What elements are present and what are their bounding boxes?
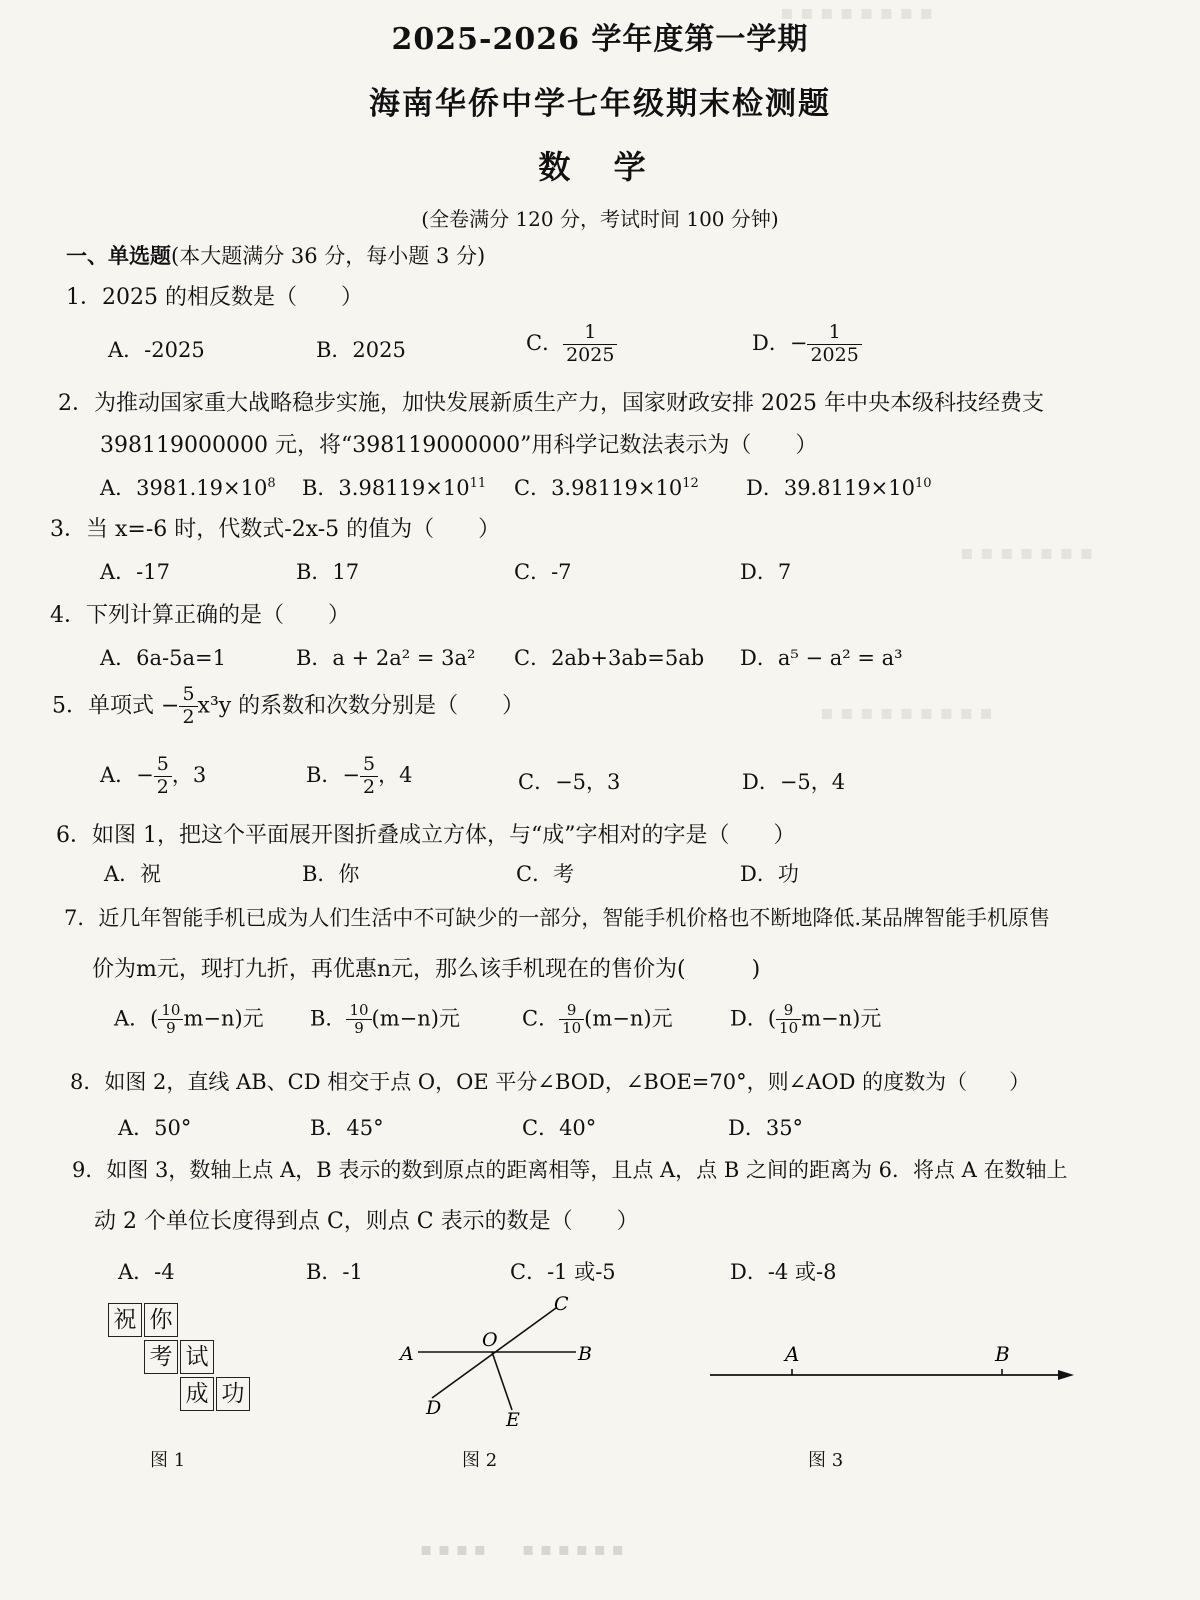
fraction-numerator: 5 [179,684,197,707]
q1-option-c-label: C． [526,330,564,355]
q7-option-c-prefix: C． [522,1006,560,1031]
point-label-c: C [554,1293,569,1315]
q7-stem-line2: 价为m元，现打九折，再优惠n元，那么该手机现在的售价为( ) [92,957,761,982]
figure2-intersecting-lines [390,1290,620,1435]
q2-option-c [514,472,699,502]
q4-option-d: D．a⁵ − a² = a³ [740,646,903,670]
fraction-denominator: 2 [182,705,195,728]
exam-term-title: 2025-2026 学年度第一学期 [391,22,809,57]
q7-option-a-suffix: m−n)元 [183,1006,264,1031]
q5-option-a-fraction [154,754,172,799]
q5-option-a [100,754,206,799]
q9-option-d: D．-4 或-8 [730,1260,837,1284]
net-cell: 你 [144,1303,178,1337]
net-cell: 考 [144,1340,178,1374]
q6-option-a: A．祝 [104,862,162,886]
bleed-through-text: ▪ ▪ ▪ ▪ ▪ ▪ ▪ [960,540,1094,564]
q2-option-a [100,472,276,502]
fraction-numerator: 9 [559,1002,584,1020]
q1-option-d [752,322,862,367]
bleed-through-text: ▪ ▪ ▪ ▪ ▪ ▪ ▪ ▪ ▪ [820,700,993,724]
q7-option-a-prefix: A．( [114,1006,159,1031]
q5-stem-fraction [179,684,197,729]
q5-option-b-fraction [360,754,378,799]
fraction-numerator: 5 [154,754,172,777]
q7-stem-line1: 7．近几年智能手机已成为人们生活中不可缺少的一部分，智能手机价格也不断地降低.某品牌智能手机原售 [64,906,1051,930]
ray-oe [492,1352,512,1410]
figure3-number-line [700,1335,1090,1395]
q7-option-b [310,1002,460,1038]
fraction-denominator: 2025 [810,343,859,366]
q1-option-d-label: D．− [752,330,808,355]
q7-option-b-prefix: B． [310,1006,347,1031]
fraction-denominator: 2025 [566,343,615,366]
point-label-a: A [400,1343,414,1365]
fraction-numerator: 1 [563,322,617,345]
q3-option-b: B．17 [296,560,360,584]
q7-option-d-fraction [776,1002,801,1038]
q7-option-d-suffix: m−n)元 [801,1006,882,1031]
figure1-cube-net [108,1303,268,1418]
q4-option-c: C．2ab+3ab=5ab [514,646,705,670]
net-cell: 试 [180,1340,214,1374]
q1-stem: 1．2025 的相反数是（ ） [66,285,363,310]
exam-school-title: 海南华侨中学七年级期末检测题 [369,86,831,122]
fraction-denominator: 9 [354,1019,364,1038]
q9-stem-line1: 9．如图 3，数轴上点 A，B 表示的数到原点的距离相等，且点 A，点 B 之间的距离为 6．将点 A 在数轴上 [72,1158,1068,1182]
q2-option-b-exponent: 11 [469,476,487,491]
q7-option-d-prefix: D．( [730,1006,777,1031]
q1-option-a: A．-2025 [108,338,205,362]
q9-stem-line2: 动 2 个单位长度得到点 C，则点 C 表示的数是（ ） [94,1209,639,1234]
q9-option-c: C．-1 或-5 [510,1260,616,1284]
q7-option-c-fraction [559,1002,584,1038]
fraction-numerator: 10 [158,1002,183,1020]
figure2-caption: 图 2 [462,1450,498,1471]
q2-option-a-exponent: 8 [267,476,276,491]
q2-option-d-base: D．39.8119×10 [746,476,915,500]
q8-stem: 8．如图 2，直线 AB、CD 相交于点 O，OE 平分∠BOD，∠BOE=70°，则∠AOD 的度数为（ ） [70,1070,1031,1094]
q5-option-a-prefix: A．− [100,762,154,787]
q7-option-a [114,1002,264,1038]
fraction-denominator: 2 [156,775,169,798]
bleed-through-footer: ▪ ▪ ▪ ▪ ▪ ▪ ▪ ▪ ▪ ▪ [420,1539,624,1560]
point-label-d: D [426,1397,442,1419]
fraction-denominator: 9 [166,1019,176,1038]
arrow-right-icon [1058,1370,1074,1380]
q3-option-d: D．7 [740,560,792,584]
q7-option-c-suffix: (m−n)元 [584,1006,673,1031]
q1-option-c [526,322,617,367]
q7-option-c [522,1002,673,1038]
q5-option-a-suffix: ，3 [171,762,207,787]
q6-option-c: C．考 [516,862,575,886]
q8-option-d: D．35° [728,1116,804,1140]
q6-option-d: D．功 [740,862,799,886]
q5-option-d: D．−5，4 [742,770,846,794]
q7-option-b-fraction [346,1002,371,1038]
q2-stem-line2: 398119000000 元，将“398119000000”用科学记数法表示为（ ） [100,433,818,458]
q2-option-a-base: A．3981.19×10 [100,476,268,500]
q4-option-a: A．6a-5a=1 [100,646,226,670]
q6-option-b: B．你 [302,862,360,886]
fraction-numerator: 10 [346,1002,371,1020]
q5-stem [52,684,524,729]
q4-stem: 4．下列计算正确的是（ ） [50,603,350,628]
q3-option-c: C．-7 [514,560,572,584]
point-label-b: B [578,1343,592,1365]
fraction-denominator: 10 [779,1019,799,1038]
q8-option-c: C．40° [522,1116,597,1140]
q5-option-b [306,754,413,799]
exam-info: (全卷满分 120 分，考试时间 100 分钟) [421,207,779,231]
figure1-caption: 图 1 [150,1450,186,1471]
q2-option-b [302,472,486,502]
q1-option-d-fraction [807,322,861,367]
point-label-e: E [506,1409,520,1431]
q5-option-b-suffix: ，4 [378,762,413,787]
q2-stem-line1: 2．为推动国家重大战略稳步实施，加快发展新质生产力，国家财政安排 2025 年中央本级科技经费支 [58,391,1044,416]
q7-option-d [730,1002,881,1038]
q8-option-a: A．50° [118,1116,192,1140]
net-cell: 祝 [108,1303,142,1337]
q2-option-c-base: C．3.98119×10 [514,476,683,500]
figure3-caption: 图 3 [808,1450,844,1471]
q7-option-a-fraction [158,1002,183,1038]
q8-option-b: B．45° [310,1116,384,1140]
fraction-numerator: 5 [360,754,378,777]
net-cell: 成 [180,1377,214,1411]
q5-stem-prefix: 5．单项式 − [52,693,180,719]
q4-option-b: B．a + 2a² = 3a² [296,646,476,670]
section-header [66,240,485,270]
fraction-numerator: 1 [807,322,861,345]
section-note: (本大题满分 36 分，每小题 3 分) [171,244,486,268]
q1-option-c-fraction [563,322,617,367]
fraction-numerator: 9 [776,1002,801,1020]
q2-option-d-exponent: 10 [915,476,932,491]
q7-option-b-suffix: (m−n)元 [371,1006,460,1031]
point-label-b: B [995,1342,1010,1366]
q6-stem: 6．如图 1，把这个平面展开图折叠成立方体，与“成”字相对的字是（ ） [56,823,796,848]
q5-option-c: C．−5，3 [518,770,621,794]
q2-option-c-exponent: 12 [682,476,699,491]
q2-option-b-base: B．3.98119×10 [302,476,470,500]
q3-option-a: A．-17 [100,560,170,584]
q3-stem: 3．当 x=-6 时，代数式-2x-5 的值为（ ） [50,517,501,542]
net-cell: 功 [216,1377,250,1411]
section-title: 一、单选题 [66,243,171,268]
point-label-a: A [785,1342,800,1366]
fraction-denominator: 10 [562,1019,582,1038]
q2-option-d [746,472,932,502]
q5-option-b-prefix: B．− [306,762,361,787]
point-label-o: O [482,1329,498,1351]
bleed-through-text: ▪ ▪ ▪ ▪ ▪ ▪ ▪ ▪ [780,0,933,24]
line-cd [432,1308,556,1398]
fraction-denominator: 2 [363,775,376,798]
q9-option-b: B．-1 [306,1260,363,1284]
q5-stem-suffix: x³y 的系数和次数分别是（ ） [197,693,525,719]
q9-option-a: A．-4 [118,1260,175,1284]
q1-option-b: B．2025 [316,338,406,362]
exam-subject-title: 数 学 [538,148,662,186]
